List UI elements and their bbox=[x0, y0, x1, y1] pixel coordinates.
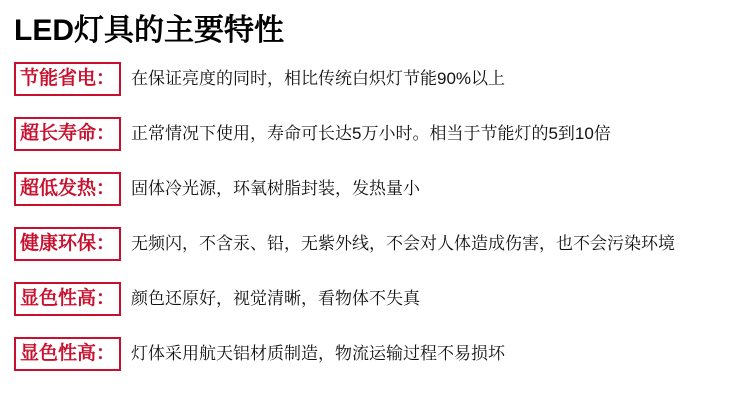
feature-description: 灯体采用航天铝材质制造，物流运输过程不易损坏 bbox=[131, 344, 506, 363]
feature-tag: 超长寿命： bbox=[14, 117, 121, 151]
list-item bbox=[0, 62, 750, 117]
feature-tag: 显色性高： bbox=[14, 282, 121, 316]
list-item bbox=[0, 282, 750, 337]
list-item bbox=[0, 172, 750, 227]
list-item bbox=[0, 337, 750, 392]
list-item bbox=[0, 227, 750, 282]
feature-description: 在保证亮度的同时，相比传统白炽灯节能90%以上 bbox=[131, 69, 506, 88]
feature-tag: 超低发热： bbox=[14, 172, 121, 206]
feature-tag: 显色性高： bbox=[14, 337, 121, 371]
feature-tag: 节能省电： bbox=[14, 62, 121, 96]
feature-list bbox=[0, 62, 750, 392]
feature-description: 颜色还原好，视觉清晰，看物体不失真 bbox=[131, 289, 421, 308]
list-item bbox=[0, 117, 750, 172]
feature-description: 无频闪，不含汞、铅，无紫外线，不会对人体造成伤害，也不会污染环境 bbox=[131, 234, 676, 253]
feature-description: 正常情况下使用，寿命可长达5万小时。相当于节能灯的5到10倍 bbox=[131, 124, 611, 143]
feature-tag: 健康环保： bbox=[14, 227, 121, 261]
page-title: LED灯具的主要特性 bbox=[14, 14, 284, 47]
feature-description: 固体冷光源，环氧树脂封装，发热量小 bbox=[131, 179, 421, 198]
